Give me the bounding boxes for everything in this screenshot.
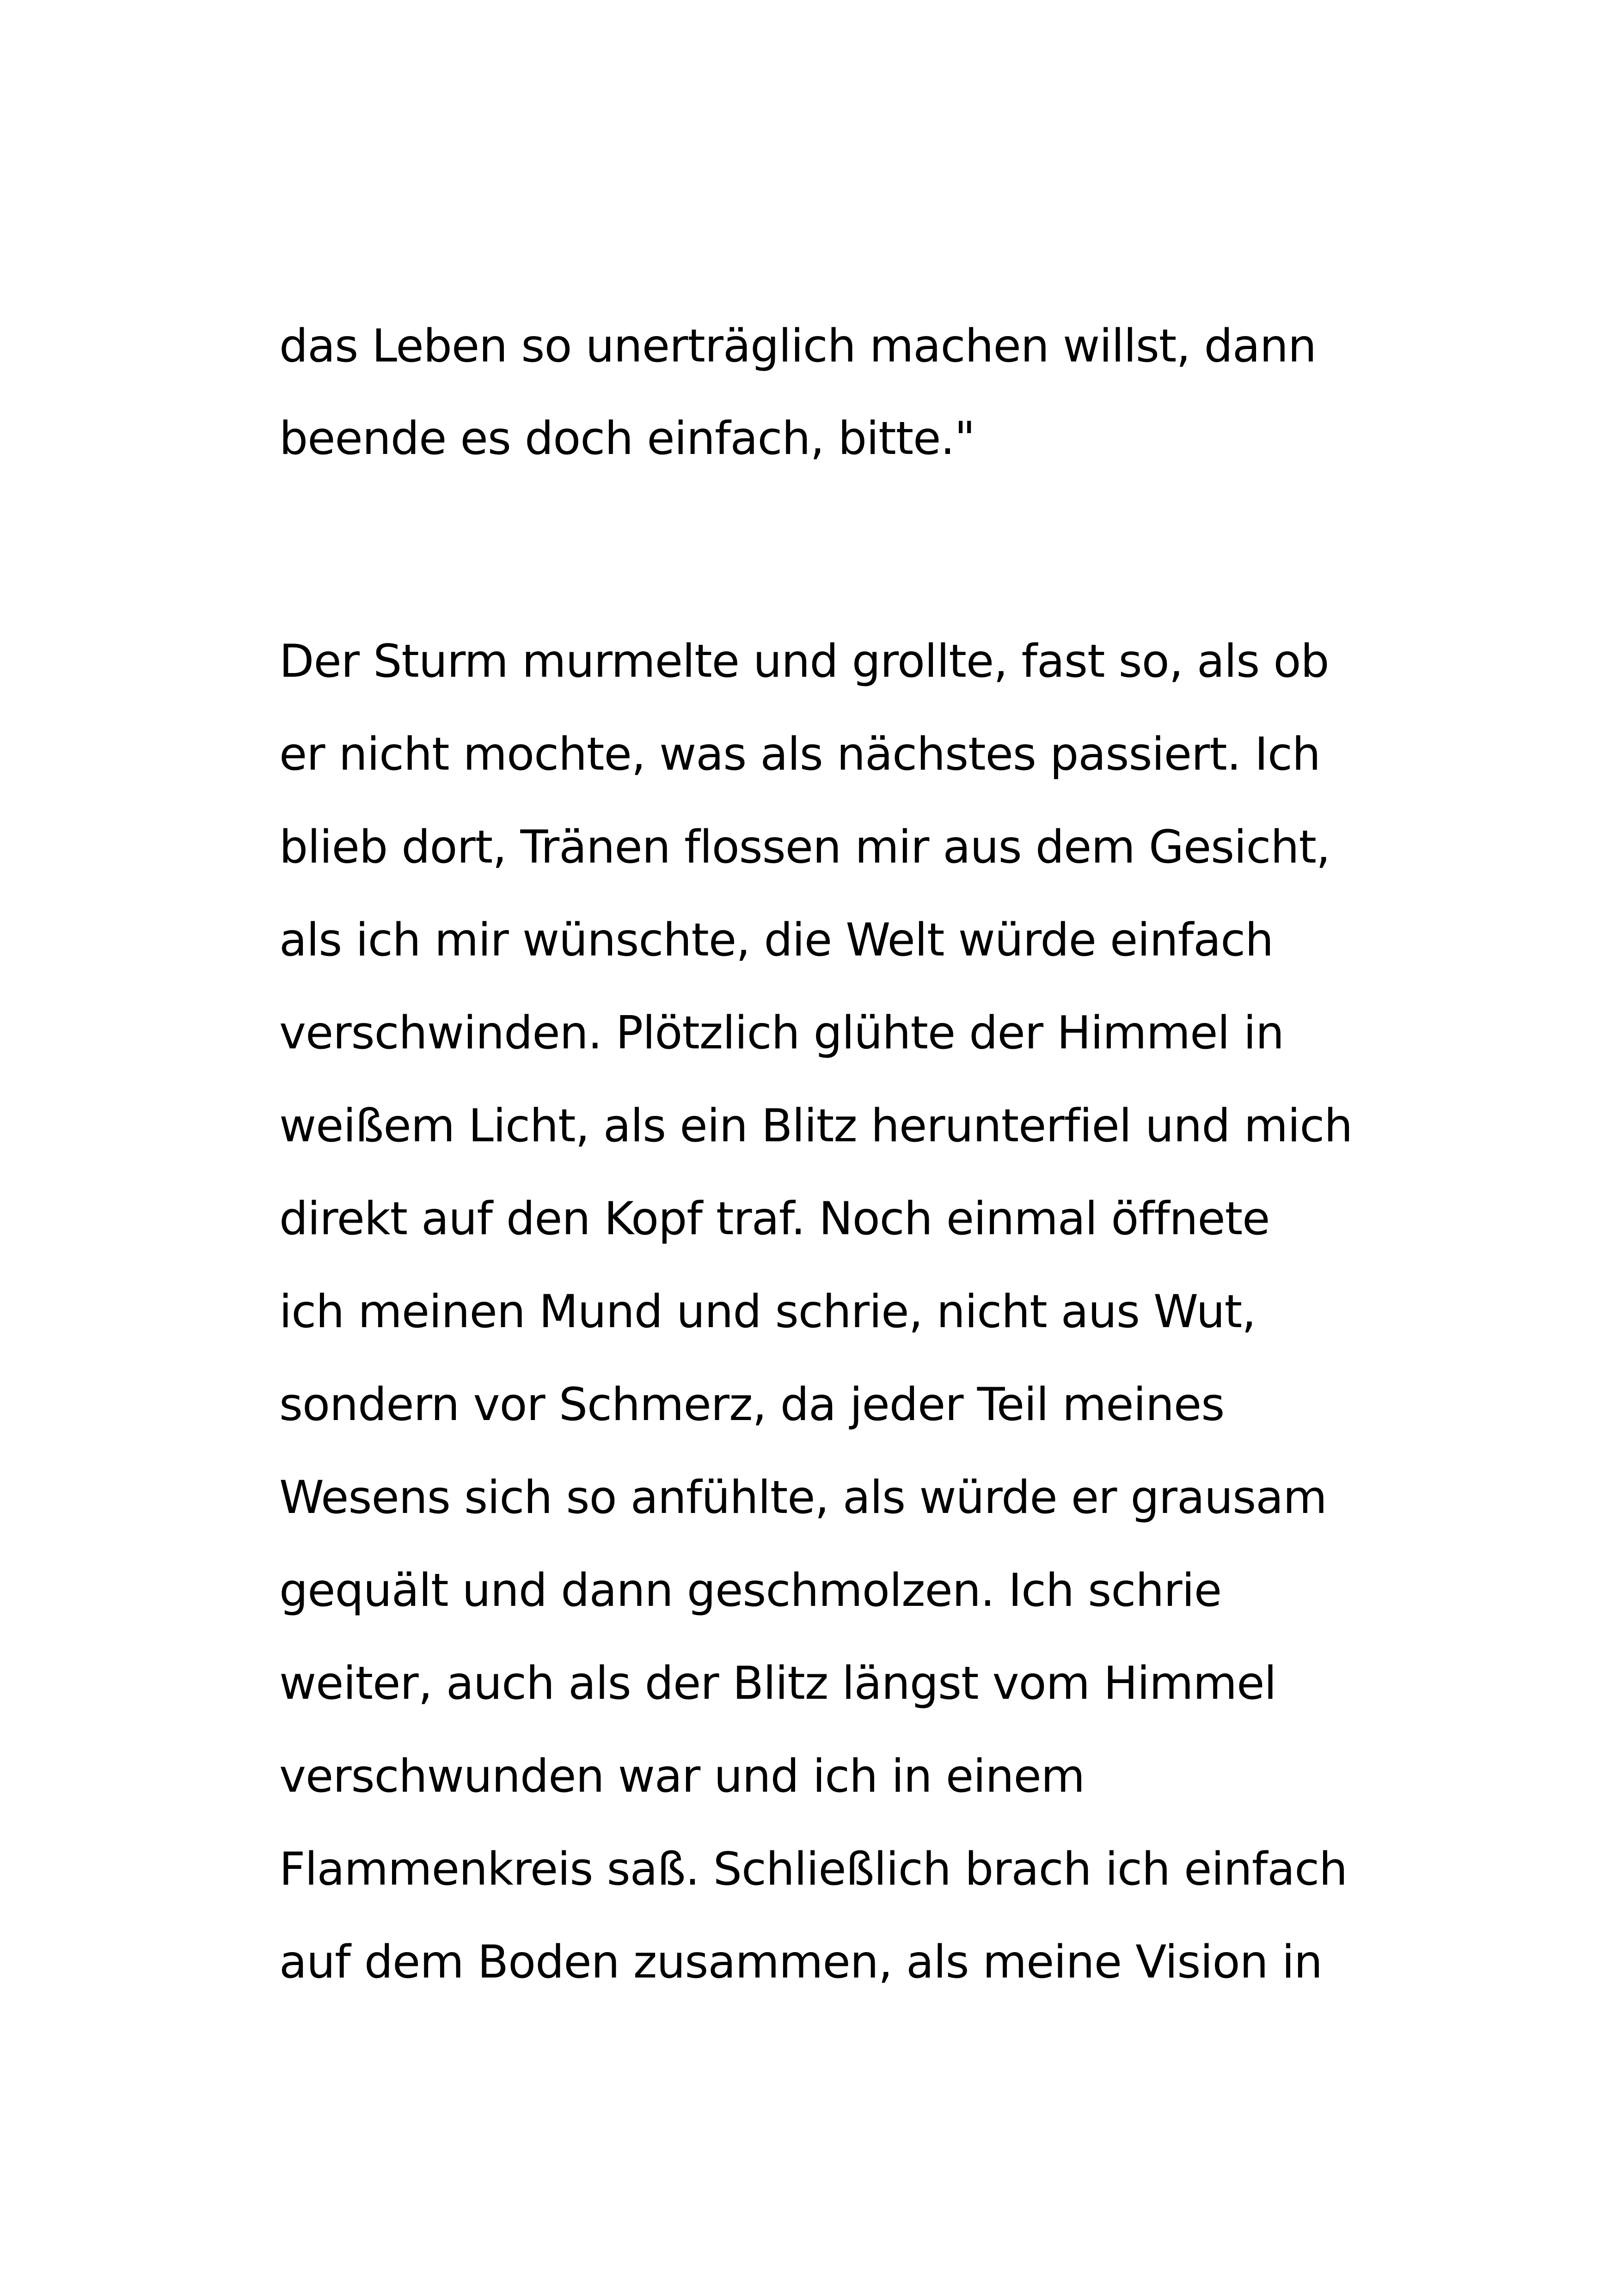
text-line: das Leben so unerträglich machen willst, dann	[279, 320, 1317, 373]
text-line: sondern vor Schmerz, da jeder Teil meines	[279, 1378, 1225, 1431]
text-line: ich meinen Mund und schrie, nicht aus Wut,	[279, 1286, 1256, 1338]
text-line: direkt auf den Kopf traf. Noch einmal öffnete	[279, 1193, 1270, 1245]
text-line: er nicht mochte, was als nächstes passiert. Ich	[279, 728, 1320, 781]
text-line: auf dem Boden zusammen, als meine Vision in	[279, 1936, 1323, 1989]
text-line: weiter, auch als der Blitz längst vom Himmel	[279, 1657, 1276, 1710]
text-line: verschwinden. Plötzlich glühte der Himmel in	[279, 1007, 1284, 1059]
text-line: beende es doch einfach, bitte."	[279, 412, 975, 465]
text-line: Wesens sich so anfühlte, als würde er grausam	[279, 1471, 1327, 1524]
text-line: gequält und dann geschmolzen. Ich schrie	[279, 1564, 1222, 1617]
text-line: verschwunden war und ich in einem	[279, 1750, 1085, 1803]
text-line: Der Sturm murmelte und grollte, fast so, als ob	[279, 635, 1329, 688]
text-line: weißem Licht, als ein Blitz herunterfiel und mich	[279, 1100, 1353, 1152]
text-line: Flammenkreis saß. Schließlich brach ich einfach	[279, 1843, 1348, 1896]
text-line: als ich mir wünschte, die Welt würde einfach	[279, 914, 1274, 967]
text-line: blieb dort, Tränen flossen mir aus dem Gesicht,	[279, 821, 1330, 874]
